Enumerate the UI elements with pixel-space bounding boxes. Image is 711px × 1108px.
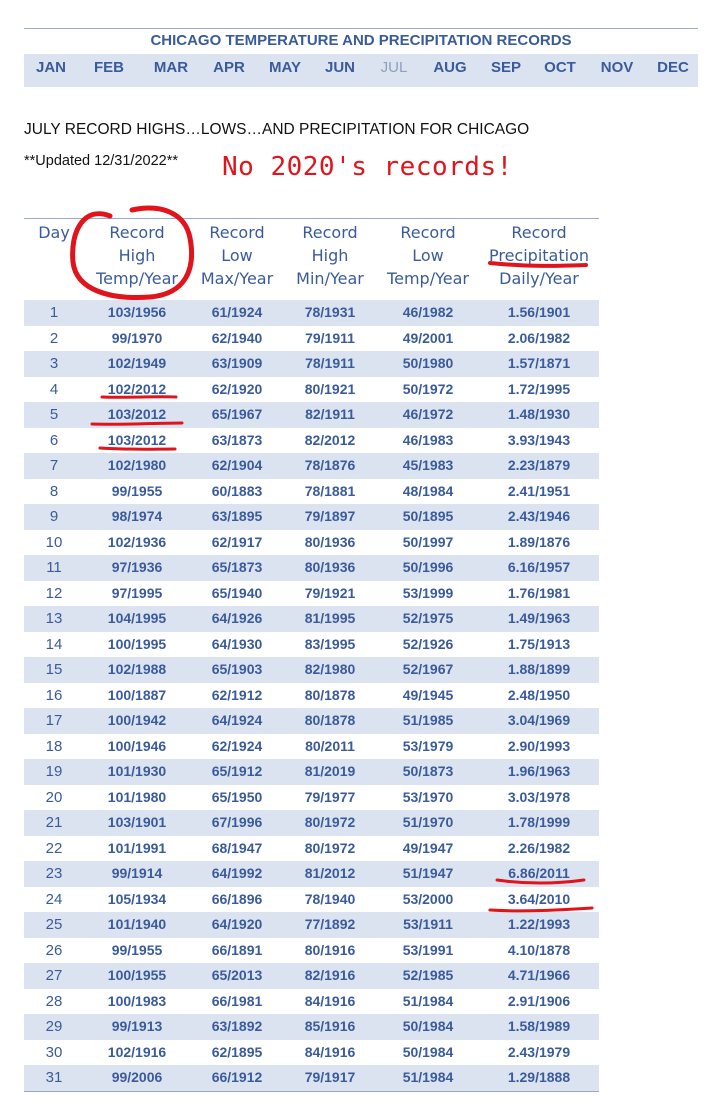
record-high-temp-cell: 99/1970 (111, 329, 163, 346)
record-low-max-cell: 62/1904 (211, 457, 263, 473)
record-precipitation-cell: 2.90/1993 (507, 737, 571, 754)
record-low-temp-cell: 50/1873 (402, 763, 454, 779)
day-cell: 17 (45, 712, 63, 729)
column-header-line: Low (221, 246, 253, 265)
day-cell: 1 (49, 304, 59, 321)
record-low-max-cell: 66/1912 (211, 1069, 263, 1085)
month-link-dec[interactable]: DEC (657, 59, 689, 76)
day-cell: 8 (49, 482, 59, 500)
table-row (24, 581, 599, 607)
record-low-max-cell: 65/1940 (211, 584, 263, 601)
month-nav (24, 54, 698, 87)
day-cell: 16 (45, 686, 63, 704)
table-row (24, 861, 599, 887)
day-cell: 29 (45, 1018, 63, 1035)
table-row (24, 938, 599, 964)
record-precipitation-cell: 1.89/1876 (507, 533, 571, 550)
day-cell: 24 (45, 890, 63, 908)
column-header-line: High (118, 246, 156, 265)
record-low-max-cell: 66/1896 (211, 890, 263, 907)
record-precipitation-cell: 2.41/1951 (507, 482, 571, 499)
record-high-min-cell: 77/1892 (304, 916, 356, 932)
record-low-max-cell: 64/1926 (211, 610, 263, 626)
record-high-min-cell: 80/1972 (304, 839, 356, 856)
record-high-temp-cell: 103/1901 (107, 814, 167, 830)
record-high-min-cell: 85/1916 (304, 1018, 356, 1034)
record-low-temp-cell: 51/1985 (402, 712, 454, 728)
column-header-4 (380, 221, 476, 290)
record-high-min-cell: 79/1977 (304, 788, 356, 805)
record-low-max-cell: 68/1947 (211, 839, 263, 856)
record-high-min-cell: 78/1940 (304, 890, 356, 907)
day-cell: 3 (49, 355, 59, 372)
record-high-temp-cell: 97/1936 (111, 559, 163, 575)
day-cell: 2 (49, 329, 59, 347)
day-cell: 15 (45, 661, 63, 678)
record-high-temp-cell: 102/2012 (107, 380, 167, 397)
table-row (24, 887, 599, 913)
day-cell: 10 (45, 533, 63, 551)
record-high-temp-cell: 99/1914 (111, 865, 163, 881)
record-high-temp-cell: 103/1956 (107, 304, 167, 320)
table-row (24, 1065, 599, 1091)
record-low-temp-cell: 50/1895 (402, 508, 454, 524)
record-low-temp-cell: 51/1984 (402, 992, 454, 1009)
record-low-temp-cell: 51/1984 (402, 1069, 454, 1085)
column-header-line: Min/Year (296, 269, 364, 288)
table-row (24, 657, 599, 683)
record-high-min-cell: 80/1936 (304, 559, 356, 575)
page-heading: JULY RECORD HIGHS…LOWS…AND PRECIPITATION FOR CHICAGO (24, 121, 530, 138)
record-high-min-cell: 80/1916 (304, 941, 356, 958)
table-row (24, 759, 599, 785)
day-cell: 11 (46, 559, 62, 576)
column-header-0 (29, 221, 79, 244)
record-low-max-cell: 66/1891 (211, 941, 263, 958)
record-precipitation-cell: 1.76/1981 (507, 584, 571, 601)
day-cell: 18 (45, 737, 63, 755)
record-precipitation-cell: 2.23/1879 (507, 457, 571, 473)
record-high-temp-cell: 102/1949 (107, 355, 167, 371)
day-cell: 9 (49, 508, 59, 525)
record-low-max-cell: 64/1920 (211, 916, 263, 932)
day-cell: 4 (49, 380, 59, 398)
record-high-min-cell: 80/1936 (304, 533, 356, 550)
day-cell: 5 (49, 406, 59, 423)
column-header-line: Record (400, 223, 456, 242)
record-low-temp-cell: 49/1945 (402, 686, 454, 703)
day-cell: 7 (49, 457, 59, 474)
record-low-max-cell: 65/1967 (211, 406, 263, 422)
record-low-temp-cell: 49/1947 (402, 839, 454, 856)
record-low-max-cell: 65/2013 (211, 967, 263, 983)
table-row (24, 428, 599, 454)
day-cell: 27 (45, 967, 63, 984)
record-high-min-cell: 82/1980 (304, 661, 356, 677)
record-low-max-cell: 62/1920 (211, 380, 263, 397)
record-high-temp-cell: 99/1913 (111, 1018, 163, 1034)
record-precipitation-cell: 2.06/1982 (507, 329, 571, 346)
month-link-aug[interactable]: AUG (433, 59, 467, 76)
record-precipitation-cell: 2.26/1982 (507, 839, 571, 856)
month-link-jun[interactable]: JUN (324, 59, 355, 76)
record-low-max-cell: 62/1895 (211, 1043, 263, 1060)
table-row (24, 912, 599, 938)
record-high-temp-cell: 98/1974 (111, 508, 163, 524)
record-high-temp-cell: 100/1955 (107, 967, 167, 983)
record-low-max-cell: 62/1940 (211, 329, 263, 346)
month-link-may[interactable]: MAY (269, 59, 301, 76)
records-header (24, 28, 698, 87)
record-high-temp-cell: 101/1980 (107, 788, 167, 805)
record-low-temp-cell: 46/1983 (402, 431, 454, 448)
record-high-min-cell: 81/1995 (304, 610, 356, 626)
record-low-max-cell: 61/1924 (211, 304, 263, 320)
record-precipitation-cell: 1.75/1913 (507, 635, 571, 652)
record-precipitation-cell: 1.72/1995 (507, 380, 571, 397)
day-cell: 14 (45, 635, 63, 653)
table-row (24, 734, 599, 760)
record-precipitation-cell: 3.03/1978 (507, 788, 571, 805)
day-cell: 20 (45, 788, 63, 806)
column-header-line: Temp/Year (387, 269, 469, 288)
column-header-line: Max/Year (200, 269, 274, 288)
record-high-min-cell: 78/1876 (304, 457, 356, 473)
record-low-temp-cell: 46/1982 (402, 304, 454, 320)
record-low-temp-cell: 52/1985 (402, 967, 454, 983)
record-low-max-cell: 64/1930 (211, 635, 263, 652)
record-precipitation-cell: 2.48/1950 (507, 686, 571, 703)
record-high-temp-cell: 102/1936 (107, 533, 167, 550)
day-cell: 19 (45, 763, 63, 780)
day-cell: 26 (45, 941, 63, 959)
table-row (24, 785, 599, 811)
table-row (24, 606, 599, 632)
day-cell: 23 (45, 865, 63, 882)
record-precipitation-cell: 3.04/1969 (507, 712, 571, 728)
table-row (24, 810, 599, 836)
record-high-temp-cell: 103/2012 (107, 406, 167, 422)
record-low-max-cell: 63/1895 (211, 508, 263, 524)
record-low-max-cell: 63/1873 (211, 431, 263, 448)
record-low-max-cell: 64/1924 (211, 712, 263, 728)
table-row (24, 453, 599, 479)
table-row (24, 402, 599, 428)
record-high-min-cell: 79/1911 (305, 329, 355, 346)
day-cell: 13 (45, 610, 63, 627)
record-low-max-cell: 65/1912 (211, 763, 263, 779)
record-high-temp-cell: 99/2006 (111, 1069, 163, 1085)
record-low-max-cell: 67/1996 (211, 814, 263, 830)
day-cell: 28 (45, 992, 63, 1010)
table-row (24, 530, 599, 556)
table-row (24, 963, 599, 989)
record-high-temp-cell: 104/1995 (107, 610, 167, 626)
record-high-temp-cell: 103/2012 (107, 431, 167, 448)
column-header-3 (283, 221, 377, 290)
record-high-min-cell: 82/2012 (304, 431, 356, 448)
record-low-max-cell: 65/1950 (211, 788, 263, 805)
record-low-temp-cell: 50/1980 (402, 355, 454, 371)
record-low-temp-cell: 50/1984 (402, 1043, 454, 1060)
record-high-temp-cell: 100/1887 (107, 686, 167, 703)
column-header-line: Low (412, 246, 444, 265)
month-link-jan[interactable]: JAN (35, 59, 66, 76)
month-link-mar[interactable]: MAR (153, 59, 189, 76)
column-header-2 (191, 221, 283, 290)
record-high-min-cell: 82/1916 (304, 967, 356, 983)
record-low-temp-cell: 50/1972 (402, 380, 454, 397)
day-cell: 6 (49, 431, 59, 449)
record-low-temp-cell: 53/1979 (402, 737, 454, 754)
record-low-temp-cell: 52/1967 (402, 661, 454, 677)
record-low-temp-cell: 51/1970 (402, 814, 454, 830)
record-high-temp-cell: 101/1940 (107, 916, 167, 932)
record-precipitation-cell: 1.57/1871 (507, 355, 571, 371)
record-high-temp-cell: 100/1942 (107, 712, 167, 728)
record-high-temp-cell: 100/1946 (107, 737, 167, 754)
record-high-min-cell: 78/1881 (304, 482, 356, 499)
record-high-min-cell: 79/1917 (304, 1069, 356, 1085)
column-header-line: Precipitation (488, 246, 589, 265)
record-high-temp-cell: 99/1955 (111, 482, 163, 499)
record-low-max-cell: 60/1883 (211, 482, 263, 499)
record-precipitation-cell: 1.49/1963 (507, 610, 571, 626)
table-row (24, 1014, 599, 1040)
day-cell: 31 (45, 1069, 63, 1086)
record-low-temp-cell: 50/1996 (402, 559, 454, 575)
table-top-rule (24, 218, 599, 219)
table-row (24, 836, 599, 862)
record-high-min-cell: 81/2019 (304, 763, 356, 779)
record-precipitation-cell: 3.64/2010 (507, 890, 571, 907)
table-row (24, 479, 599, 505)
record-low-temp-cell: 52/1926 (402, 635, 454, 652)
record-precipitation-cell: 1.58/1989 (507, 1018, 571, 1034)
record-low-temp-cell: 52/1975 (402, 610, 454, 626)
record-high-temp-cell: 99/1955 (111, 941, 163, 958)
record-high-min-cell: 80/1878 (304, 712, 356, 728)
month-link-oct[interactable]: OCT (544, 59, 576, 76)
record-low-max-cell: 65/1873 (211, 559, 263, 575)
record-low-temp-cell: 45/1983 (402, 457, 454, 473)
record-high-min-cell: 81/2012 (304, 865, 356, 881)
record-high-temp-cell: 101/1930 (107, 763, 167, 779)
record-low-max-cell: 66/1981 (211, 992, 263, 1009)
record-high-temp-cell: 102/1980 (107, 457, 167, 473)
column-header-line: Record (209, 223, 265, 242)
record-low-temp-cell: 53/1999 (402, 584, 454, 601)
column-header-line: Temp/Year (96, 269, 178, 288)
month-link-apr[interactable]: APR (213, 59, 245, 76)
table-row (24, 683, 599, 709)
record-precipitation-cell: 1.96/1963 (507, 763, 571, 779)
table-row (24, 377, 599, 403)
record-precipitation-cell: 1.22/1993 (507, 916, 571, 932)
day-cell: 12 (45, 584, 63, 602)
record-high-min-cell: 80/2011 (305, 737, 355, 754)
month-link-sep[interactable]: SEP (490, 59, 521, 76)
record-high-min-cell: 80/1878 (304, 686, 356, 703)
record-low-temp-cell: 53/1991 (402, 941, 454, 958)
record-low-temp-cell: 51/1947 (402, 865, 454, 881)
record-low-temp-cell: 53/2000 (402, 890, 454, 907)
record-high-min-cell: 83/1995 (304, 635, 356, 652)
record-low-max-cell: 62/1912 (211, 686, 263, 703)
record-precipitation-cell: 2.91/1906 (507, 992, 571, 1009)
column-header-line: Record (511, 223, 567, 242)
record-low-temp-cell: 53/1911 (403, 916, 453, 932)
record-low-max-cell: 63/1892 (211, 1018, 263, 1034)
record-low-max-cell: 65/1903 (211, 661, 263, 677)
record-high-temp-cell: 102/1916 (107, 1043, 167, 1060)
record-precipitation-cell: 1.56/1901 (507, 304, 571, 320)
day-cell: 25 (45, 916, 63, 933)
day-cell: 21 (45, 814, 63, 831)
record-high-min-cell: 82/1911 (305, 406, 355, 422)
month-link-jul[interactable]: JUL (380, 59, 408, 76)
month-link-feb[interactable]: FEB (94, 59, 124, 76)
record-precipitation-cell: 1.88/1899 (507, 661, 571, 677)
table-row (24, 989, 599, 1015)
record-precipitation-cell: 6.16/1957 (507, 559, 571, 575)
column-header-line: Record (109, 223, 165, 242)
table-bottom-rule (24, 1091, 599, 1092)
record-high-min-cell: 80/1972 (304, 814, 356, 830)
column-header-line: Daily/Year (499, 269, 579, 288)
table-row (24, 351, 599, 377)
table-row (24, 326, 599, 352)
site-title: CHICAGO TEMPERATURE AND PRECIPITATION RECORDS (150, 32, 572, 49)
day-cell: 30 (45, 1043, 63, 1061)
record-precipitation-cell: 4.10/1878 (507, 941, 571, 958)
record-high-min-cell: 78/1911 (305, 355, 355, 371)
table-row (24, 1040, 599, 1066)
record-high-min-cell: 78/1931 (304, 304, 356, 320)
record-precipitation-cell: 2.43/1946 (507, 508, 571, 524)
column-header-5 (479, 221, 599, 290)
record-high-temp-cell: 100/1995 (107, 635, 167, 652)
table-row (24, 632, 599, 658)
table-row (24, 504, 599, 530)
record-low-temp-cell: 46/1972 (402, 406, 454, 422)
column-header-line: Day (38, 223, 70, 242)
table-row (24, 555, 599, 581)
record-high-min-cell: 84/1916 (304, 1043, 356, 1060)
record-high-temp-cell: 97/1995 (111, 584, 163, 601)
record-precipitation-cell: 1.29/1888 (507, 1069, 571, 1085)
record-low-max-cell: 62/1917 (211, 533, 263, 550)
record-high-temp-cell: 102/1988 (107, 661, 167, 677)
record-low-temp-cell: 50/1984 (402, 1018, 454, 1034)
record-low-max-cell: 62/1924 (211, 737, 263, 754)
record-low-temp-cell: 49/2001 (402, 329, 454, 346)
record-precipitation-cell: 4.71/1966 (507, 967, 571, 983)
record-high-min-cell: 79/1921 (304, 584, 356, 601)
record-precipitation-cell: 2.43/1979 (507, 1043, 571, 1060)
record-precipitation-cell: 1.48/1930 (507, 406, 571, 422)
updated-note: **Updated 12/31/2022** (24, 153, 178, 169)
record-high-temp-cell: 100/1983 (107, 992, 167, 1009)
record-high-min-cell: 84/1916 (304, 992, 356, 1009)
column-header-line: High (311, 246, 349, 265)
record-high-min-cell: 79/1897 (304, 508, 356, 524)
record-low-temp-cell: 53/1970 (402, 788, 454, 805)
record-low-max-cell: 63/1909 (211, 355, 263, 371)
day-cell: 22 (45, 839, 63, 857)
record-precipitation-cell: 3.93/1943 (507, 431, 571, 448)
record-low-max-cell: 64/1992 (211, 865, 263, 881)
table-row (24, 300, 599, 326)
record-high-min-cell: 80/1921 (304, 380, 356, 397)
record-precipitation-cell: 6.86/2011 (508, 865, 570, 881)
month-link-nov[interactable]: NOV (600, 59, 634, 76)
record-high-temp-cell: 105/1934 (107, 890, 167, 907)
record-precipitation-cell: 1.78/1999 (507, 814, 571, 830)
record-low-temp-cell: 48/1984 (402, 482, 454, 499)
handwritten-annotation: No 2020's records! (222, 152, 513, 182)
column-header-1 (89, 221, 185, 290)
table-row (24, 708, 599, 734)
record-low-temp-cell: 50/1997 (402, 533, 454, 550)
record-high-temp-cell: 101/1991 (107, 839, 167, 856)
column-header-line: Record (302, 223, 358, 242)
